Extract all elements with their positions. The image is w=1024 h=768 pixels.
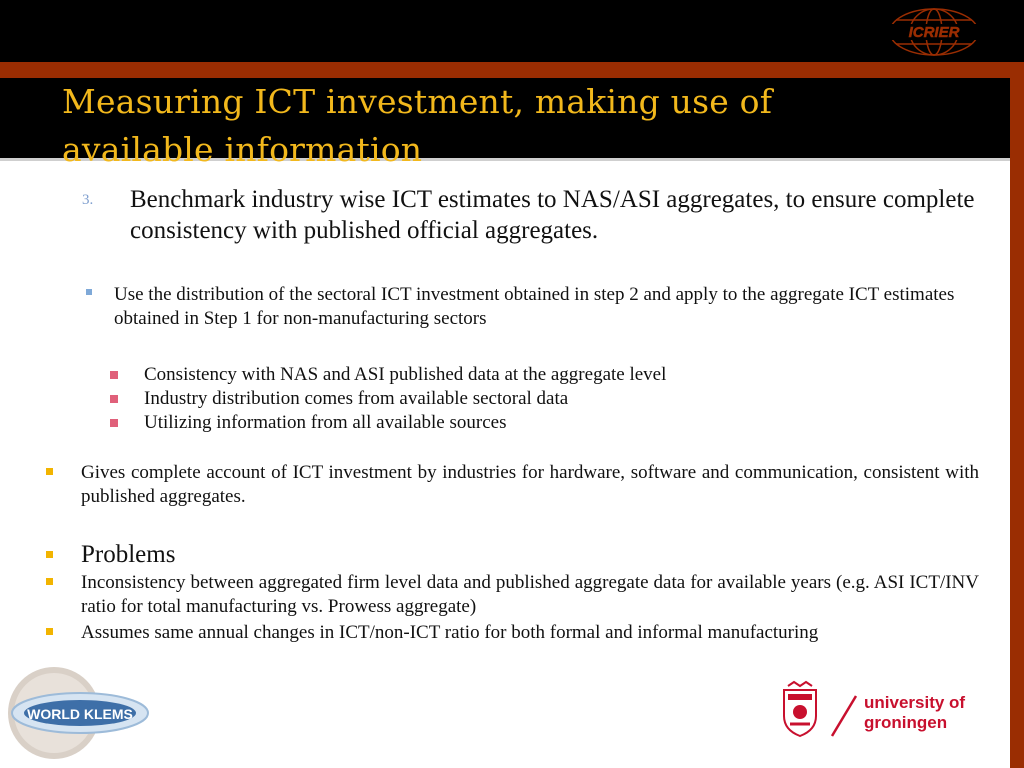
square-bullet-icon xyxy=(46,578,53,585)
square-bullet-icon xyxy=(110,419,118,427)
step-number: 3. xyxy=(82,192,94,208)
list-item-text: Industry distribution comes from available sectoral data xyxy=(144,388,569,409)
divider-slash xyxy=(832,696,856,736)
square-bullet-icon xyxy=(46,468,53,475)
world-klems-text: WORLD KLEMS xyxy=(27,706,133,722)
sub-sub-bullet-list xyxy=(110,363,910,435)
title-line-2: available information xyxy=(62,130,423,169)
title-line-1: Measuring ICT investment, making use of xyxy=(62,82,773,121)
list-item xyxy=(110,411,910,435)
list-item xyxy=(110,387,910,411)
list-item-text: Utilizing information from all available sources xyxy=(144,412,507,433)
gives-text: Gives complete account of ICT investment by industries for hardware, software and communication, consistent with published aggregates. xyxy=(81,462,979,507)
square-bullet-icon xyxy=(110,395,118,403)
problem-text: Inconsistency between aggregated firm level data and published aggregate data for available years (e.g. ASI ICT/INV ratio for total manufacturing vs. Prowess aggregate) xyxy=(81,572,979,617)
list-item xyxy=(110,363,910,387)
square-bullet-icon xyxy=(86,289,92,295)
university-line-2: groningen xyxy=(864,713,948,732)
step-item xyxy=(82,184,982,246)
square-bullet-icon xyxy=(110,371,118,379)
problem-item xyxy=(46,621,979,645)
sub-bullet-text: Use the distribution of the sectoral ICT investment obtained in step 2 and apply to the aggregate ICT estimates obtained in Step 1 for non-manufacturing sectors xyxy=(114,284,955,329)
list-item-text: Consistency with NAS and ASI published data at the aggregate level xyxy=(144,364,667,385)
problem-item xyxy=(46,571,979,619)
university-line-1: university of xyxy=(864,693,966,712)
gives-item xyxy=(46,461,979,509)
problems-heading: Problems xyxy=(81,541,176,568)
world-klems-logo xyxy=(6,663,156,763)
square-bullet-icon xyxy=(46,628,53,635)
problems-heading-item xyxy=(46,540,979,570)
sub-bullet-item xyxy=(86,283,981,331)
university-of-groningen-logo xyxy=(780,680,980,740)
right-accent-strip xyxy=(1010,62,1024,768)
crest-icon xyxy=(784,682,816,736)
square-bullet-icon xyxy=(46,551,53,558)
problem-text: Assumes same annual changes in ICT/non-ICT ratio for both formal and informal manufacturing xyxy=(81,622,819,643)
step-text: Benchmark industry wise ICT estimates to NAS/ASI aggregates, to ensure complete consistency with published official aggregates. xyxy=(130,186,975,244)
icrier-logo-text: ICRIER xyxy=(908,24,960,41)
